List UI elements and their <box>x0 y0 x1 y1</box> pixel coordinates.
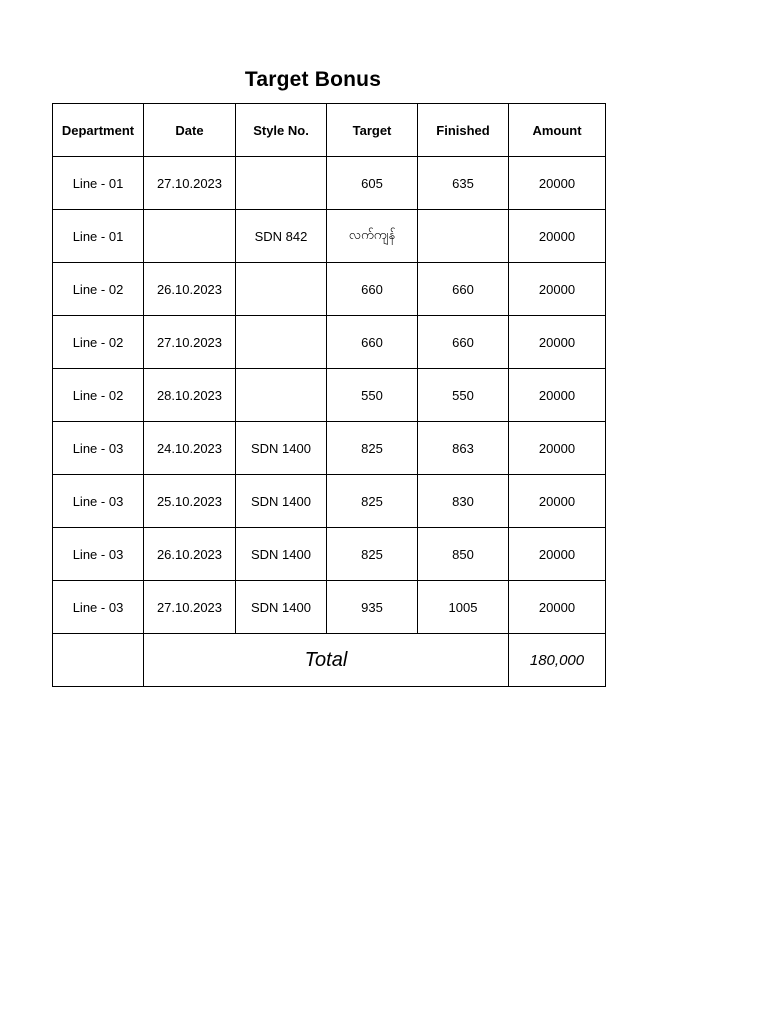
cell-finished <box>418 210 509 263</box>
cell-amount: 20000 <box>509 422 606 475</box>
cell-target: 660 <box>327 263 418 316</box>
cell-date <box>144 210 236 263</box>
cell-date: 26.10.2023 <box>144 263 236 316</box>
cell-style-no <box>236 369 327 422</box>
cell-style-no: SDN 1400 <box>236 581 327 634</box>
header-target: Target <box>327 104 418 157</box>
cell-target: 825 <box>327 422 418 475</box>
cell-finished: 1005 <box>418 581 509 634</box>
cell-target: 825 <box>327 528 418 581</box>
cell-amount: 20000 <box>509 528 606 581</box>
cell-amount: 20000 <box>509 475 606 528</box>
cell-target: 605 <box>327 157 418 210</box>
cell-department: Line - 01 <box>53 157 144 210</box>
cell-amount: 20000 <box>509 263 606 316</box>
total-empty-cell <box>53 634 144 687</box>
cell-department: Line - 02 <box>53 369 144 422</box>
bonus-table <box>52 103 606 687</box>
cell-finished: 660 <box>418 316 509 369</box>
cell-target: 935 <box>327 581 418 634</box>
cell-target: 825 <box>327 475 418 528</box>
cell-date: 26.10.2023 <box>144 528 236 581</box>
table-row <box>53 475 606 528</box>
header-date: Date <box>144 104 236 157</box>
table-row <box>53 157 606 210</box>
total-amount: 180,000 <box>509 634 606 687</box>
cell-style-no <box>236 316 327 369</box>
cell-amount: 20000 <box>509 369 606 422</box>
table-row <box>53 581 606 634</box>
cell-department: Line - 03 <box>53 581 144 634</box>
cell-finished: 660 <box>418 263 509 316</box>
table-row <box>53 369 606 422</box>
cell-target: 660 <box>327 316 418 369</box>
total-label: Total <box>144 634 509 687</box>
cell-date: 25.10.2023 <box>144 475 236 528</box>
cell-date: 28.10.2023 <box>144 369 236 422</box>
cell-style-no: SDN 1400 <box>236 475 327 528</box>
cell-amount: 20000 <box>509 581 606 634</box>
cell-department: Line - 03 <box>53 475 144 528</box>
cell-date: 24.10.2023 <box>144 422 236 475</box>
table-row <box>53 316 606 369</box>
cell-date: 27.10.2023 <box>144 316 236 369</box>
table-row <box>53 528 606 581</box>
cell-finished: 550 <box>418 369 509 422</box>
cell-style-no: SDN 1400 <box>236 528 327 581</box>
cell-department: Line - 01 <box>53 210 144 263</box>
table-row <box>53 210 606 263</box>
cell-style-no: SDN 1400 <box>236 422 327 475</box>
cell-style-no <box>236 263 327 316</box>
cell-style-no <box>236 157 327 210</box>
cell-amount: 20000 <box>509 210 606 263</box>
cell-department: Line - 02 <box>53 263 144 316</box>
cell-finished: 830 <box>418 475 509 528</box>
cell-target: လက်ကျန် <box>327 210 418 263</box>
cell-style-no: SDN 842 <box>236 210 327 263</box>
cell-department: Line - 02 <box>53 316 144 369</box>
cell-department: Line - 03 <box>53 422 144 475</box>
cell-date: 27.10.2023 <box>144 157 236 210</box>
total-row <box>53 634 606 687</box>
cell-target: 550 <box>327 369 418 422</box>
header-amount: Amount <box>509 104 606 157</box>
header-style-no: Style No. <box>236 104 327 157</box>
table-row <box>53 263 606 316</box>
table-row <box>53 422 606 475</box>
cell-department: Line - 03 <box>53 528 144 581</box>
cell-finished: 863 <box>418 422 509 475</box>
cell-date: 27.10.2023 <box>144 581 236 634</box>
cell-finished: 850 <box>418 528 509 581</box>
cell-amount: 20000 <box>509 157 606 210</box>
table-header-row <box>53 104 606 157</box>
header-finished: Finished <box>418 104 509 157</box>
header-department: Department <box>53 104 144 157</box>
cell-finished: 635 <box>418 157 509 210</box>
cell-amount: 20000 <box>509 316 606 369</box>
page-title: Target Bonus <box>244 68 382 91</box>
